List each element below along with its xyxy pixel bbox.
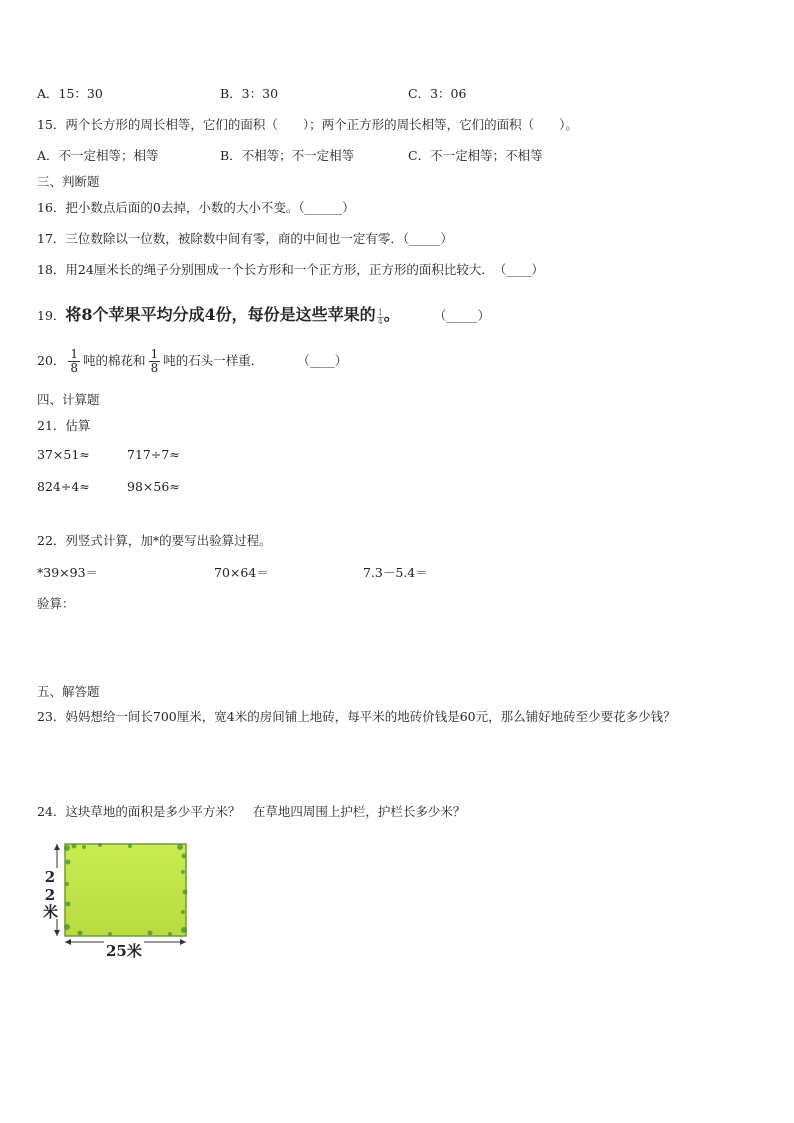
q19-question: [37, 302, 490, 326]
q15-question: 15．两个长方形的周长相等，它们的面积（ ）；两个正方形的周长相等，它们的面积（ ）。: [37, 117, 578, 132]
q20-fraction-2: $\frac{1}{8}$: [150, 347, 159, 375]
q21-item-1: 37×51≈: [37, 447, 90, 462]
q18-question: 18．用24厘米长的绳子分别围成一个长方形和一个正方形，正方形的面积比较大． （____）: [37, 262, 544, 277]
q15-option-a: A．不一定相等；相等: [37, 148, 159, 163]
q24-question: 24．这块草地的面积是多少平方米？ 在草地四周围上护栏，护栏长多少米？: [37, 804, 466, 819]
q15-option-c: C．不一定相等；不相等: [408, 148, 543, 163]
width-arrow-right: [180, 939, 186, 945]
grass-figure: [40, 832, 200, 962]
q16-question: 16．把小数点后面的0去掉，小数的大小不变。（______）: [37, 200, 355, 215]
q22-item-1: *39×93＝: [37, 565, 99, 580]
q19-number: 19．: [37, 308, 66, 323]
q19-fraction: $\frac{1}{4}$: [377, 307, 383, 326]
height-label: 22米: [41, 868, 59, 919]
q17-question: 17．三位数除以一位数，被除数中间有零，商的中间也一定有零．（_____）: [37, 231, 453, 246]
q20-fraction-1: $\frac{1}{8}$: [70, 347, 79, 375]
q21-title: 21．估算: [37, 418, 91, 433]
q20-question: [37, 348, 347, 375]
q20-mid-text: 吨的棉花和: [83, 353, 146, 368]
q23-question: 23．妈妈想给一间长700厘米，宽4米的房间铺上地砖，每平米的地砖价钱是60元，那么铺好地砖至少要花多少钱？: [37, 709, 676, 724]
q22-item-3: 7.3－5.4＝: [363, 565, 428, 580]
height-arrow-bottom: [54, 930, 60, 936]
section-3-heading: 三、判断题: [37, 174, 100, 189]
q19-suffix: 。: [383, 305, 400, 324]
q22-title: 22．列竖式计算，加*的要写出验算过程。: [37, 533, 272, 548]
height-arrow-top: [54, 844, 60, 850]
q19-blank: （_____）: [433, 308, 491, 323]
section-4-heading: 四、计算题: [37, 392, 100, 407]
section-5-heading: 五、解答题: [37, 684, 100, 699]
width-arrow-left: [65, 939, 71, 945]
grass-rectangle: [65, 844, 186, 936]
q21-item-3: 824÷4≈: [37, 479, 90, 494]
q21-item-2: 717÷7≈: [127, 447, 180, 462]
q22-check-label: 验算：: [37, 596, 75, 611]
q20-number: 20．: [37, 353, 66, 368]
width-label: 25米: [106, 942, 142, 960]
q19-text: 将8个苹果平均分成4份，每份是这些苹果的: [65, 305, 376, 324]
q14-option-a: A．15：30: [37, 86, 103, 101]
q21-item-4: 98×56≈: [127, 479, 180, 494]
q15-option-b: B．不相等；不一定相等: [220, 148, 355, 163]
q20-blank: （____）: [297, 353, 348, 368]
q14-option-c: C．3：06: [408, 86, 467, 101]
q22-item-2: 70×64＝: [214, 565, 269, 580]
q14-option-b: B．3：30: [220, 86, 279, 101]
q20-tail-text: 吨的石头一样重．: [163, 353, 264, 368]
